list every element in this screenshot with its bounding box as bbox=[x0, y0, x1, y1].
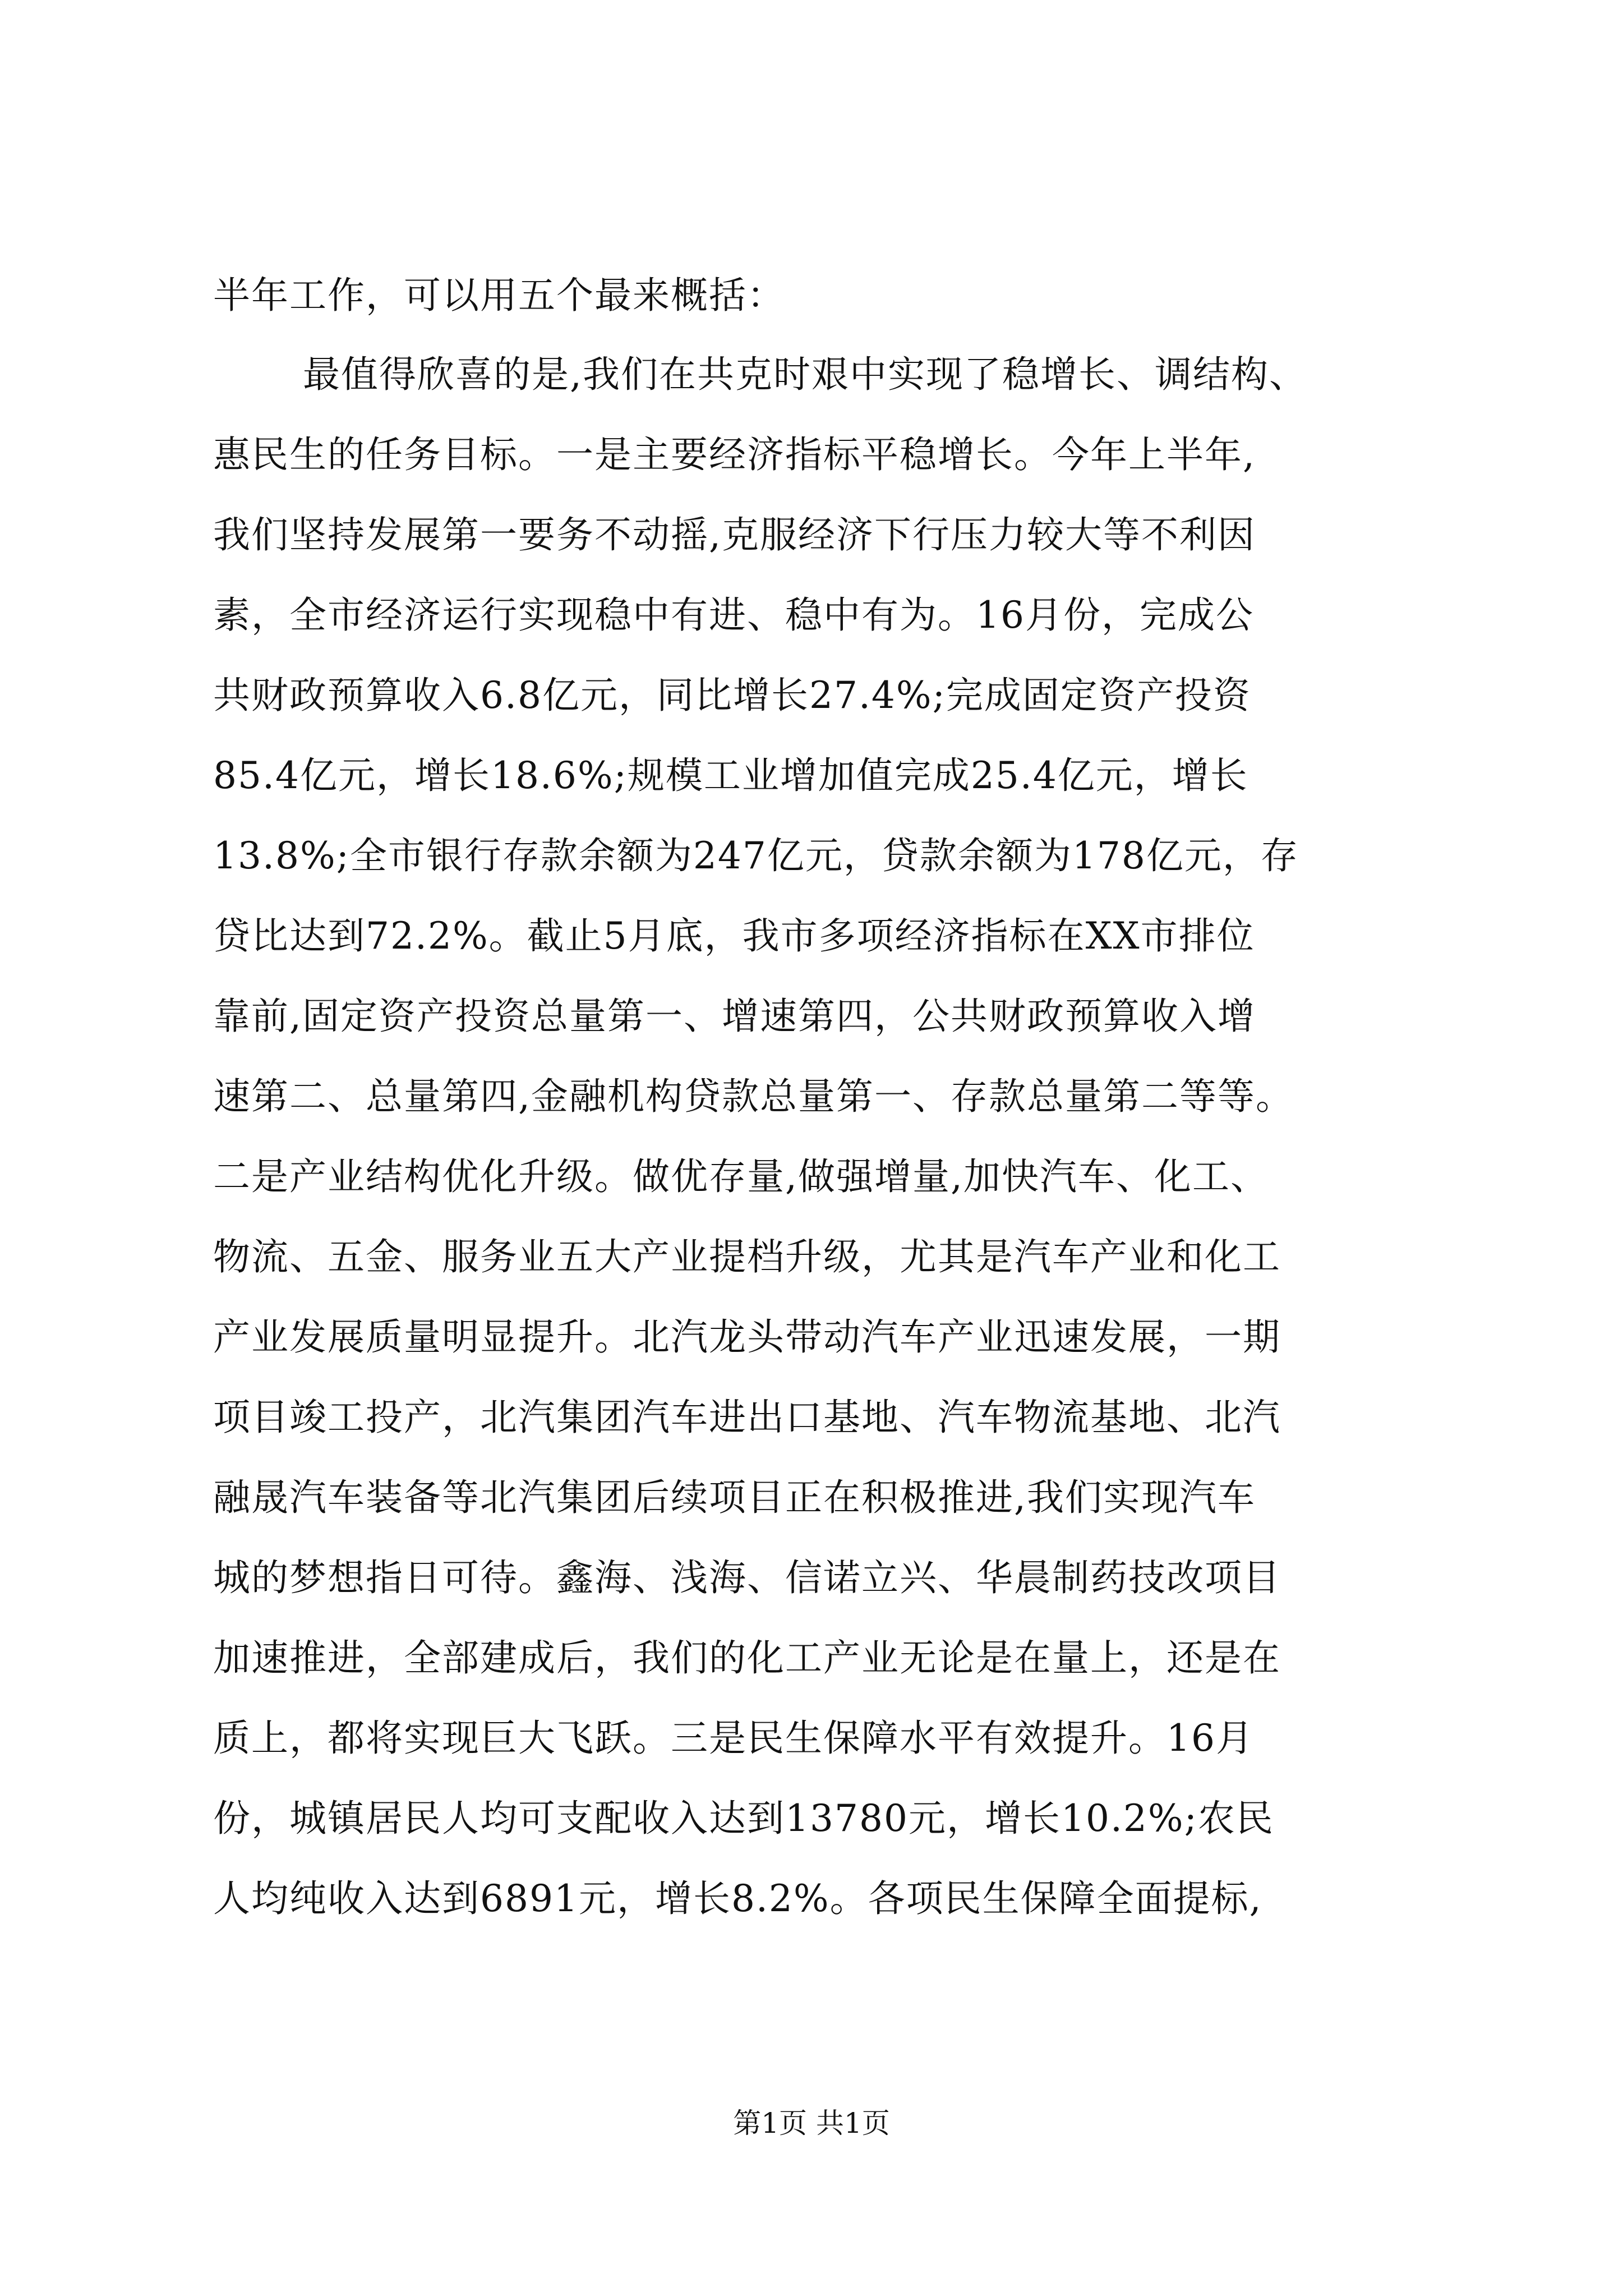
text-line-14: 产业发展质量明显提升。北汽龙头带动汽车产业迅速发展，一期 bbox=[213, 1315, 1281, 1359]
text-line-4: 我们坚持发展第一要务不动摇,克服经济下行压力较大等不利因 bbox=[213, 513, 1256, 556]
text-line-17: 城的梦想指日可待。鑫海、浅海、信诺立兴、华晨制药技改项目 bbox=[213, 1556, 1281, 1599]
text-line-6: 共财政预算收入6.8亿元，同比增长27.4%;完成固定资产投资 bbox=[213, 674, 1251, 717]
text-line-11: 速第二、总量第四,金融机构贷款总量第一、存款总量第二等等。 bbox=[213, 1075, 1294, 1118]
text-line-16: 融晟汽车装备等北汽集团后续项目正在积极推进,我们实现汽车 bbox=[213, 1476, 1256, 1519]
text-line-15: 项目竣工投产，北汽集团汽车进出口基地、汽车物流基地、北汽 bbox=[213, 1396, 1281, 1439]
text-line-8: 13.8%;全市银行存款余额为247亿元，贷款余额为178亿元，存 bbox=[213, 834, 1299, 877]
text-line-7: 85.4亿元，增长18.6%;规模工业增加值完成25.4亿元，增长 bbox=[213, 754, 1248, 797]
text-line-13: 物流、五金、服务业五大产业提档升级，尤其是汽车产业和化工 bbox=[213, 1235, 1281, 1278]
page-footer: 第1页 共1页 bbox=[733, 2107, 890, 2139]
text-line-20: 份，城镇居民人均可支配收入达到13780元，增长10.2%;农民 bbox=[213, 1797, 1274, 1840]
text-line-19: 质上，都将实现巨大飞跃。三是民生保障水平有效提升。16月 bbox=[213, 1717, 1254, 1760]
text-line-3: 惠民生的任务目标。一是主要经济指标平稳增长。今年上半年, bbox=[213, 433, 1256, 476]
text-line-5: 素，全市经济运行实现稳中有进、稳中有为。16月份，完成公 bbox=[213, 593, 1254, 637]
text-line-9: 贷比达到72.2%。截止5月底，我市多项经济指标在XX市排位 bbox=[213, 914, 1255, 958]
text-line-10: 靠前,固定资产投资总量第一、增速第四，公共财政预算收入增 bbox=[213, 995, 1256, 1038]
text-line-21: 人均纯收入达到6891元，增长8.2%。各项民生保障全面提标, bbox=[213, 1877, 1262, 1920]
text-line-2: 最值得欣喜的是,我们在共克时艰中实现了稳增长、调结构、 bbox=[303, 353, 1307, 396]
text-line-12: 二是产业结构优化升级。做优存量,做强增量,加快汽车、化工、 bbox=[213, 1155, 1269, 1198]
text-line-1: 半年工作，可以用五个最来概括： bbox=[213, 274, 785, 317]
text-line-18: 加速推进，全部建成后，我们的化工产业无论是在量上，还是在 bbox=[213, 1636, 1281, 1680]
